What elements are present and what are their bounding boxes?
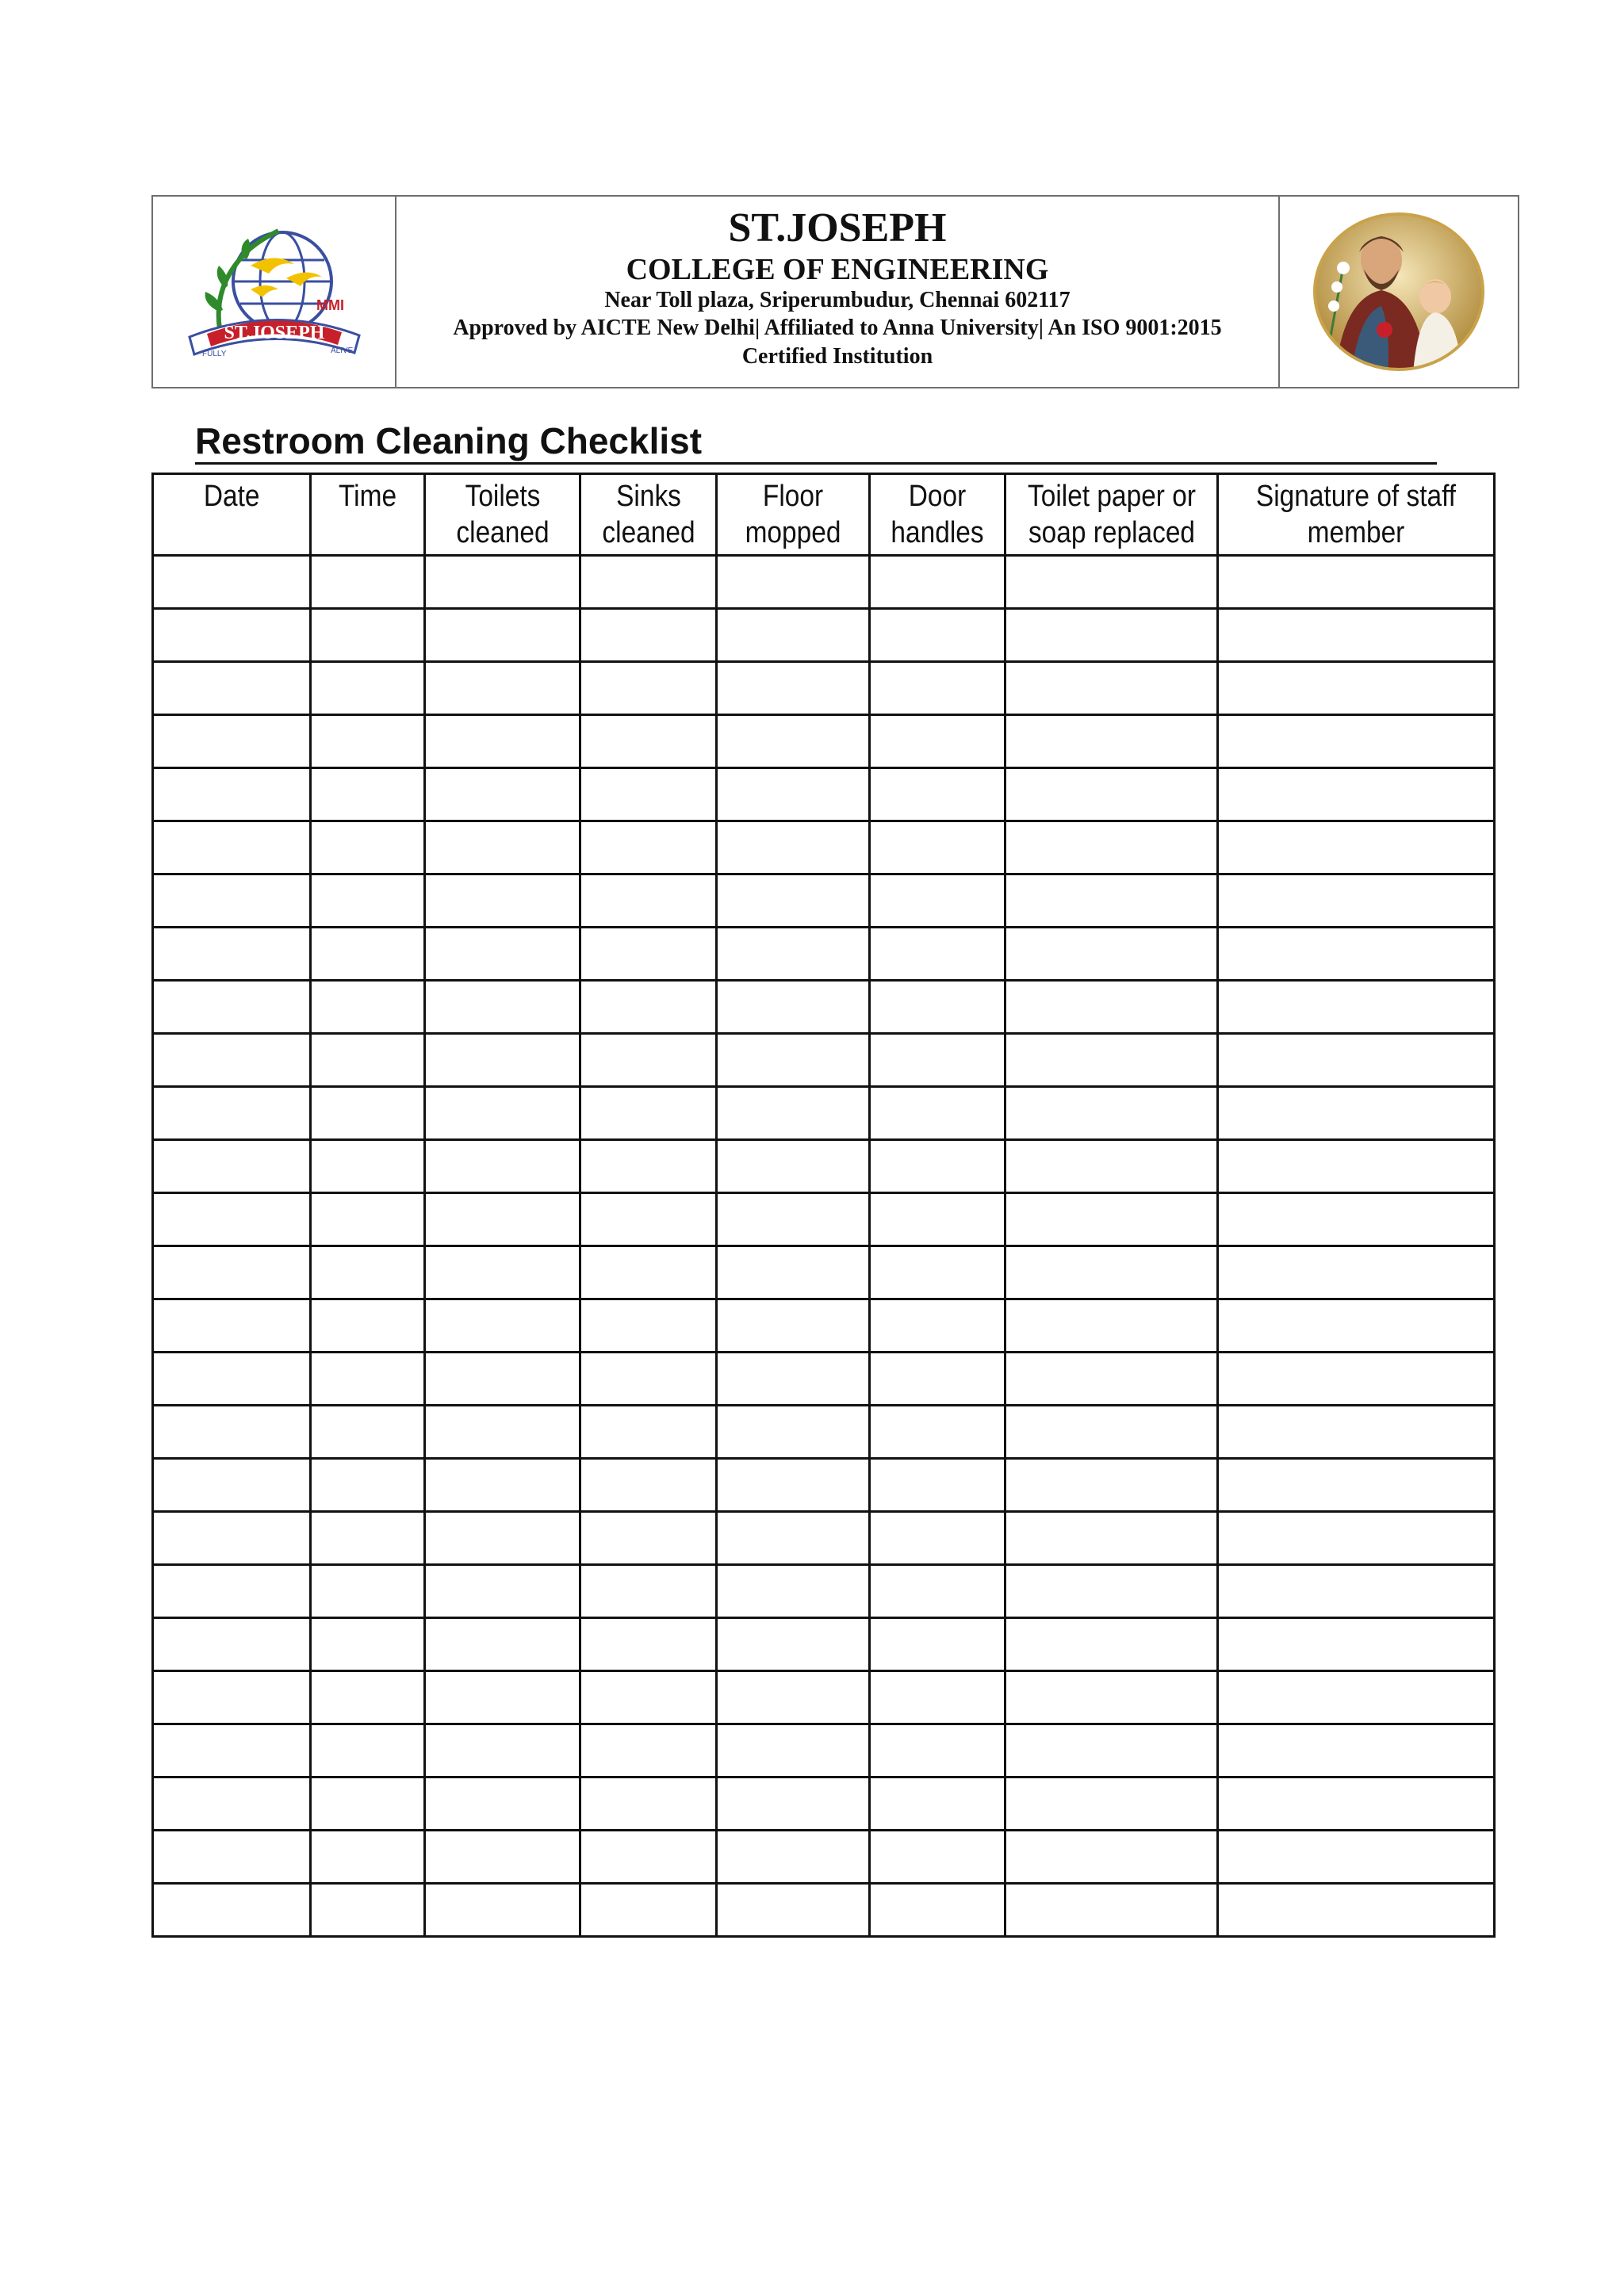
table-cell[interactable] bbox=[1005, 662, 1218, 715]
table-row bbox=[153, 1671, 1495, 1724]
table-cell[interactable] bbox=[717, 874, 870, 928]
table-row bbox=[153, 981, 1495, 1034]
table-cell[interactable] bbox=[580, 1831, 717, 1884]
table-cell[interactable] bbox=[717, 1724, 870, 1777]
table-row bbox=[153, 1565, 1495, 1618]
table-cell[interactable] bbox=[311, 1353, 425, 1406]
logo-ribbon-text: ST.JOSEPH bbox=[224, 323, 324, 343]
table-cell[interactable] bbox=[153, 1087, 311, 1140]
table-cell[interactable] bbox=[1218, 1671, 1495, 1724]
table-cell[interactable] bbox=[580, 1034, 717, 1087]
column-header-door-handles: Door handles bbox=[870, 474, 1005, 556]
table-cell[interactable] bbox=[1005, 556, 1218, 609]
table-cell[interactable] bbox=[1218, 609, 1495, 662]
table-cell[interactable] bbox=[153, 1299, 311, 1353]
table-cell[interactable] bbox=[153, 1724, 311, 1777]
table-cell[interactable] bbox=[580, 1299, 717, 1353]
table-cell[interactable] bbox=[580, 928, 717, 981]
table-cell[interactable] bbox=[425, 1193, 580, 1246]
table-cell[interactable] bbox=[717, 715, 870, 768]
table-cell[interactable] bbox=[717, 1140, 870, 1193]
table-cell[interactable] bbox=[580, 1353, 717, 1406]
table-cell[interactable] bbox=[153, 556, 311, 609]
letterhead bbox=[151, 195, 1519, 388]
table-cell[interactable] bbox=[153, 1140, 311, 1193]
table-cell[interactable] bbox=[425, 1831, 580, 1884]
table-cell[interactable] bbox=[717, 1459, 870, 1512]
table-cell[interactable] bbox=[1218, 1299, 1495, 1353]
table-cell[interactable] bbox=[870, 928, 1005, 981]
saint-portrait-image bbox=[1312, 211, 1486, 373]
table-cell[interactable] bbox=[153, 1831, 311, 1884]
table-row bbox=[153, 1831, 1495, 1884]
table-cell[interactable] bbox=[311, 609, 425, 662]
table-cell[interactable] bbox=[1005, 1193, 1218, 1246]
table-cell[interactable] bbox=[311, 1406, 425, 1459]
table-cell[interactable] bbox=[1005, 874, 1218, 928]
table-cell[interactable] bbox=[1218, 1512, 1495, 1565]
table-row bbox=[153, 1087, 1495, 1140]
table-cell[interactable] bbox=[311, 1193, 425, 1246]
table-cell[interactable] bbox=[311, 662, 425, 715]
college-approval-line-1: Approved by AICTE New Delhi| Affiliated to Anna University| An ISO 9001:2015 bbox=[453, 316, 1222, 340]
table-cell[interactable] bbox=[870, 715, 1005, 768]
table-cell[interactable] bbox=[1005, 981, 1218, 1034]
table-cell[interactable] bbox=[153, 1618, 311, 1671]
table-cell[interactable] bbox=[580, 1140, 717, 1193]
table-cell[interactable] bbox=[153, 1246, 311, 1299]
table-cell[interactable] bbox=[311, 715, 425, 768]
table-cell[interactable] bbox=[580, 1565, 717, 1618]
table-cell[interactable] bbox=[1005, 1246, 1218, 1299]
college-details bbox=[396, 197, 1278, 387]
table-cell[interactable] bbox=[1005, 609, 1218, 662]
column-header-toilets-cleaned: Toilets cleaned bbox=[425, 474, 580, 556]
table-cell[interactable] bbox=[1005, 1140, 1218, 1193]
table-cell[interactable] bbox=[311, 1246, 425, 1299]
table-cell[interactable] bbox=[717, 662, 870, 715]
table-cell[interactable] bbox=[311, 556, 425, 609]
table-row bbox=[153, 1406, 1495, 1459]
table-cell[interactable] bbox=[1005, 928, 1218, 981]
table-cell[interactable] bbox=[1218, 981, 1495, 1034]
table-cell[interactable] bbox=[717, 821, 870, 874]
column-header-toilet-paper-soap: Toilet paper or soap replaced bbox=[1005, 474, 1218, 556]
column-header-date: Date bbox=[153, 474, 311, 556]
table-cell[interactable] bbox=[580, 1618, 717, 1671]
table-cell[interactable] bbox=[311, 1831, 425, 1884]
table-cell[interactable] bbox=[153, 981, 311, 1034]
table-cell[interactable] bbox=[1005, 768, 1218, 821]
table-row bbox=[153, 1884, 1495, 1937]
table-cell[interactable] bbox=[1005, 1353, 1218, 1406]
table-cell[interactable] bbox=[311, 1512, 425, 1565]
table-cell[interactable] bbox=[425, 556, 580, 609]
table-cell[interactable] bbox=[425, 1777, 580, 1831]
table-cell[interactable] bbox=[311, 1140, 425, 1193]
logo-badge-text: MMI bbox=[316, 297, 344, 313]
table-cell[interactable] bbox=[425, 928, 580, 981]
table-cell[interactable] bbox=[717, 928, 870, 981]
table-cell[interactable] bbox=[1218, 1724, 1495, 1777]
table-cell[interactable] bbox=[870, 1459, 1005, 1512]
table-cell[interactable] bbox=[580, 556, 717, 609]
table-header-row bbox=[153, 474, 1495, 556]
table-cell[interactable] bbox=[311, 981, 425, 1034]
checklist-title: Restroom Cleaning Checklist bbox=[195, 417, 1437, 465]
table-cell[interactable] bbox=[153, 662, 311, 715]
table-cell[interactable] bbox=[311, 1671, 425, 1724]
table-cell[interactable] bbox=[580, 1406, 717, 1459]
table-cell[interactable] bbox=[311, 1724, 425, 1777]
table-cell[interactable] bbox=[580, 662, 717, 715]
table-cell[interactable] bbox=[717, 1034, 870, 1087]
table-cell[interactable] bbox=[717, 1246, 870, 1299]
table-cell[interactable] bbox=[1218, 768, 1495, 821]
table-cell[interactable] bbox=[580, 609, 717, 662]
table-cell[interactable] bbox=[1218, 1565, 1495, 1618]
table-cell[interactable] bbox=[425, 1353, 580, 1406]
table-cell[interactable] bbox=[717, 768, 870, 821]
table-cell[interactable] bbox=[153, 768, 311, 821]
table-cell[interactable] bbox=[870, 821, 1005, 874]
table-cell[interactable] bbox=[425, 1512, 580, 1565]
table-cell[interactable] bbox=[870, 1618, 1005, 1671]
table-cell[interactable] bbox=[870, 1406, 1005, 1459]
table-cell[interactable] bbox=[580, 715, 717, 768]
checklist-body bbox=[153, 556, 1495, 1937]
table-cell[interactable] bbox=[870, 1831, 1005, 1884]
table-cell[interactable] bbox=[580, 821, 717, 874]
table-cell[interactable] bbox=[425, 1459, 580, 1512]
table-cell[interactable] bbox=[153, 1671, 311, 1724]
table-cell[interactable] bbox=[153, 1777, 311, 1831]
table-cell[interactable] bbox=[425, 1140, 580, 1193]
table-cell[interactable] bbox=[870, 1299, 1005, 1353]
table-cell[interactable] bbox=[870, 1246, 1005, 1299]
table-cell[interactable] bbox=[425, 715, 580, 768]
table-cell[interactable] bbox=[870, 609, 1005, 662]
table-cell[interactable] bbox=[717, 1353, 870, 1406]
college-approval-line-2: Certified Institution bbox=[741, 344, 933, 369]
table-cell[interactable] bbox=[1218, 715, 1495, 768]
college-subtitle: COLLEGE OF ENGINEERING bbox=[626, 253, 1049, 286]
table-cell[interactable] bbox=[1218, 1353, 1495, 1406]
table-cell[interactable] bbox=[1005, 1831, 1218, 1884]
table-row bbox=[153, 1512, 1495, 1565]
table-cell[interactable] bbox=[870, 768, 1005, 821]
table-cell[interactable] bbox=[153, 715, 311, 768]
table-cell[interactable] bbox=[717, 1671, 870, 1724]
table-cell[interactable] bbox=[1005, 1087, 1218, 1140]
table-cell[interactable] bbox=[870, 874, 1005, 928]
table-cell[interactable] bbox=[1005, 1724, 1218, 1777]
table-cell[interactable] bbox=[870, 981, 1005, 1034]
table-cell[interactable] bbox=[1005, 1034, 1218, 1087]
table-cell[interactable] bbox=[717, 556, 870, 609]
table-cell[interactable] bbox=[311, 1777, 425, 1831]
table-cell[interactable] bbox=[580, 1246, 717, 1299]
table-cell[interactable] bbox=[1218, 662, 1495, 715]
college-logo bbox=[175, 216, 373, 367]
table-row bbox=[153, 1140, 1495, 1193]
table-cell[interactable] bbox=[425, 1406, 580, 1459]
table-cell[interactable] bbox=[717, 1087, 870, 1140]
table-cell[interactable] bbox=[153, 1193, 311, 1246]
table-cell[interactable] bbox=[1005, 821, 1218, 874]
table-cell[interactable] bbox=[311, 874, 425, 928]
table-cell[interactable] bbox=[1218, 928, 1495, 981]
table-cell[interactable] bbox=[580, 1193, 717, 1246]
table-cell[interactable] bbox=[311, 1299, 425, 1353]
table-row bbox=[153, 1459, 1495, 1512]
table-cell[interactable] bbox=[1218, 1884, 1495, 1937]
table-cell[interactable] bbox=[425, 1299, 580, 1353]
table-cell[interactable] bbox=[1005, 1671, 1218, 1724]
table-cell[interactable] bbox=[870, 1087, 1005, 1140]
table-row bbox=[153, 768, 1495, 821]
table-cell[interactable] bbox=[717, 1777, 870, 1831]
table-cell[interactable] bbox=[870, 1724, 1005, 1777]
table-cell[interactable] bbox=[717, 1884, 870, 1937]
table-row bbox=[153, 609, 1495, 662]
table-row bbox=[153, 1777, 1495, 1831]
table-cell[interactable] bbox=[311, 928, 425, 981]
table-cell[interactable] bbox=[425, 1884, 580, 1937]
college-name: ST.JOSEPH bbox=[728, 205, 947, 251]
table-cell[interactable] bbox=[311, 768, 425, 821]
table-cell[interactable] bbox=[717, 1618, 870, 1671]
table-cell[interactable] bbox=[870, 1884, 1005, 1937]
table-cell[interactable] bbox=[311, 1565, 425, 1618]
table-row bbox=[153, 1193, 1495, 1246]
table-cell[interactable] bbox=[870, 1353, 1005, 1406]
table-cell[interactable] bbox=[1005, 1299, 1218, 1353]
table-cell[interactable] bbox=[1005, 1406, 1218, 1459]
table-cell[interactable] bbox=[311, 1459, 425, 1512]
table-row bbox=[153, 821, 1495, 874]
table-cell[interactable] bbox=[870, 556, 1005, 609]
table-cell[interactable] bbox=[870, 1512, 1005, 1565]
table-cell[interactable] bbox=[153, 1459, 311, 1512]
table-cell[interactable] bbox=[425, 1087, 580, 1140]
table-cell[interactable] bbox=[1218, 1777, 1495, 1831]
table-cell[interactable] bbox=[1218, 1087, 1495, 1140]
table-cell[interactable] bbox=[425, 1565, 580, 1618]
saint-portrait-cell bbox=[1278, 197, 1518, 387]
table-cell[interactable] bbox=[870, 1034, 1005, 1087]
table-cell[interactable] bbox=[580, 874, 717, 928]
table-cell[interactable] bbox=[1005, 1777, 1218, 1831]
table-cell[interactable] bbox=[153, 874, 311, 928]
table-cell[interactable] bbox=[311, 1087, 425, 1140]
table-cell[interactable] bbox=[717, 981, 870, 1034]
table-cell[interactable] bbox=[870, 662, 1005, 715]
table-cell[interactable] bbox=[425, 609, 580, 662]
table-cell[interactable] bbox=[1218, 1034, 1495, 1087]
table-cell[interactable] bbox=[425, 821, 580, 874]
logo-ribbon-left-text: FULLY bbox=[201, 350, 226, 358]
column-header-sinks-cleaned: Sinks cleaned bbox=[580, 474, 717, 556]
table-cell[interactable] bbox=[311, 1034, 425, 1087]
table-cell[interactable] bbox=[153, 1034, 311, 1087]
table-row bbox=[153, 1618, 1495, 1671]
table-cell[interactable] bbox=[153, 1512, 311, 1565]
table-cell[interactable] bbox=[580, 1671, 717, 1724]
table-cell[interactable] bbox=[1218, 556, 1495, 609]
table-cell[interactable] bbox=[425, 1618, 580, 1671]
table-row bbox=[153, 1353, 1495, 1406]
table-cell[interactable] bbox=[425, 1034, 580, 1087]
table-cell[interactable] bbox=[1005, 1565, 1218, 1618]
table-cell[interactable] bbox=[425, 1724, 580, 1777]
table-cell[interactable] bbox=[1005, 1459, 1218, 1512]
table-cell[interactable] bbox=[1005, 715, 1218, 768]
table-cell[interactable] bbox=[717, 1406, 870, 1459]
table-cell[interactable] bbox=[425, 1671, 580, 1724]
table-row bbox=[153, 715, 1495, 768]
table-cell[interactable] bbox=[580, 1087, 717, 1140]
table-cell[interactable] bbox=[1005, 1512, 1218, 1565]
table-cell[interactable] bbox=[580, 1459, 717, 1512]
column-header-time: Time bbox=[311, 474, 425, 556]
table-cell[interactable] bbox=[1218, 1618, 1495, 1671]
table-cell[interactable] bbox=[870, 1565, 1005, 1618]
table-cell[interactable] bbox=[1218, 821, 1495, 874]
table-cell[interactable] bbox=[153, 821, 311, 874]
table-row bbox=[153, 662, 1495, 715]
table-cell[interactable] bbox=[425, 981, 580, 1034]
table-cell[interactable] bbox=[1218, 1246, 1495, 1299]
table-cell[interactable] bbox=[425, 662, 580, 715]
table-cell[interactable] bbox=[717, 1565, 870, 1618]
table-cell[interactable] bbox=[580, 1512, 717, 1565]
table-cell[interactable] bbox=[580, 768, 717, 821]
table-cell[interactable] bbox=[153, 928, 311, 981]
table-row bbox=[153, 928, 1495, 981]
college-address: Near Toll plaza, Sriperumbudur, Chennai 602117 bbox=[604, 288, 1071, 312]
column-header-signature: Signature of staff member bbox=[1218, 474, 1495, 556]
table-row bbox=[153, 1246, 1495, 1299]
table-row bbox=[153, 1299, 1495, 1353]
table-cell[interactable] bbox=[1005, 1884, 1218, 1937]
table-cell[interactable] bbox=[717, 1512, 870, 1565]
table-cell[interactable] bbox=[311, 821, 425, 874]
column-header-floor-mopped: Floor mopped bbox=[717, 474, 870, 556]
table-cell[interactable] bbox=[870, 1777, 1005, 1831]
table-cell[interactable] bbox=[717, 1193, 870, 1246]
table-cell[interactable] bbox=[153, 1406, 311, 1459]
table-cell[interactable] bbox=[870, 1193, 1005, 1246]
table-row bbox=[153, 1724, 1495, 1777]
table-cell[interactable] bbox=[311, 1618, 425, 1671]
table-cell[interactable] bbox=[717, 1299, 870, 1353]
table-cell[interactable] bbox=[580, 1724, 717, 1777]
table-cell[interactable] bbox=[1218, 1406, 1495, 1459]
table-cell[interactable] bbox=[1218, 1140, 1495, 1193]
table-cell[interactable] bbox=[1218, 1459, 1495, 1512]
table-cell[interactable] bbox=[717, 609, 870, 662]
logo-ribbon-right-text: ALIVE bbox=[330, 346, 353, 355]
table-cell[interactable] bbox=[311, 1884, 425, 1937]
table-cell[interactable] bbox=[870, 1671, 1005, 1724]
table-cell[interactable] bbox=[425, 874, 580, 928]
table-row bbox=[153, 556, 1495, 609]
table-cell[interactable] bbox=[580, 1884, 717, 1937]
table-cell[interactable] bbox=[580, 981, 717, 1034]
table-cell[interactable] bbox=[1218, 1193, 1495, 1246]
table-cell[interactable] bbox=[870, 1140, 1005, 1193]
table-cell[interactable] bbox=[153, 1565, 311, 1618]
table-row bbox=[153, 1034, 1495, 1087]
table-cell[interactable] bbox=[1218, 1831, 1495, 1884]
table-cell[interactable] bbox=[425, 1246, 580, 1299]
table-cell[interactable] bbox=[153, 1353, 311, 1406]
table-cell[interactable] bbox=[1005, 1618, 1218, 1671]
table-cell[interactable] bbox=[153, 609, 311, 662]
college-logo-cell bbox=[153, 197, 396, 387]
table-cell[interactable] bbox=[1218, 874, 1495, 928]
checklist-table bbox=[151, 473, 1496, 1938]
table-cell[interactable] bbox=[580, 1777, 717, 1831]
table-cell[interactable] bbox=[153, 1884, 311, 1937]
table-cell[interactable] bbox=[425, 768, 580, 821]
table-cell[interactable] bbox=[717, 1831, 870, 1884]
table-row bbox=[153, 874, 1495, 928]
